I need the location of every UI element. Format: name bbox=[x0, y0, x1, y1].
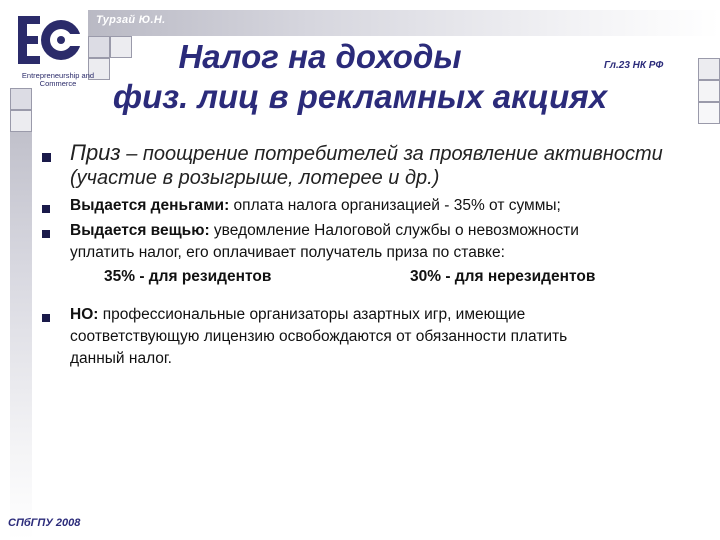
law-reference: Гл.23 НК РФ bbox=[604, 60, 664, 71]
but-label: НО: bbox=[70, 306, 99, 323]
left-decor-band bbox=[10, 88, 32, 540]
page-title-line2: физ. лиц в рекламных акциях bbox=[112, 78, 608, 115]
prize-text: – поощрение потребителей за проявление активности bbox=[120, 143, 663, 165]
goods-label: Выдается вещью: bbox=[70, 222, 210, 239]
but-text-cont1: соответствующую лицензию освобождаются от обязанности платить bbox=[70, 328, 568, 345]
bullet-icon bbox=[42, 153, 51, 162]
prize-definition-cont: (участие в розыгрыше, лотерее и др.) bbox=[70, 167, 440, 189]
page-title-line1: Налог на доходы bbox=[178, 38, 462, 75]
prize-definition bbox=[70, 140, 663, 166]
footer-text: СПбГПУ 2008 bbox=[8, 517, 81, 529]
decor-square bbox=[10, 88, 32, 110]
but-text-cont2: данный налог. bbox=[70, 350, 172, 367]
decor-square bbox=[698, 58, 720, 80]
bullet-icon bbox=[42, 205, 50, 213]
goods-text: уведомление Налоговой службы о невозможности bbox=[209, 222, 579, 239]
logo-caption: Entrepreneurship and Commerce bbox=[21, 71, 95, 88]
money-label: Выдается деньгами: bbox=[70, 197, 230, 214]
money-item bbox=[70, 197, 561, 215]
goods-text-cont: уплатить налог, его оплачивает получатель приза по ставке: bbox=[70, 244, 505, 261]
but-text: профессиональные организаторы азартных игр, имеющие bbox=[98, 306, 526, 323]
rate-nonresidents: 30% - для нерезидентов bbox=[410, 268, 596, 285]
but-item bbox=[70, 306, 525, 324]
money-text: оплата налога организацией - 35% от суммы; bbox=[229, 197, 561, 214]
rate-residents: 35% - для резидентов bbox=[104, 268, 272, 285]
top-decor-band bbox=[88, 10, 720, 36]
bullet-icon bbox=[42, 314, 50, 322]
author-name: Турзай Ю.Н. bbox=[96, 14, 166, 26]
decor-square bbox=[698, 102, 720, 124]
prize-term: Приз bbox=[70, 140, 121, 165]
bullet-icon bbox=[42, 230, 50, 238]
goods-item bbox=[70, 222, 579, 240]
decor-square bbox=[10, 110, 32, 132]
decor-square bbox=[698, 80, 720, 102]
